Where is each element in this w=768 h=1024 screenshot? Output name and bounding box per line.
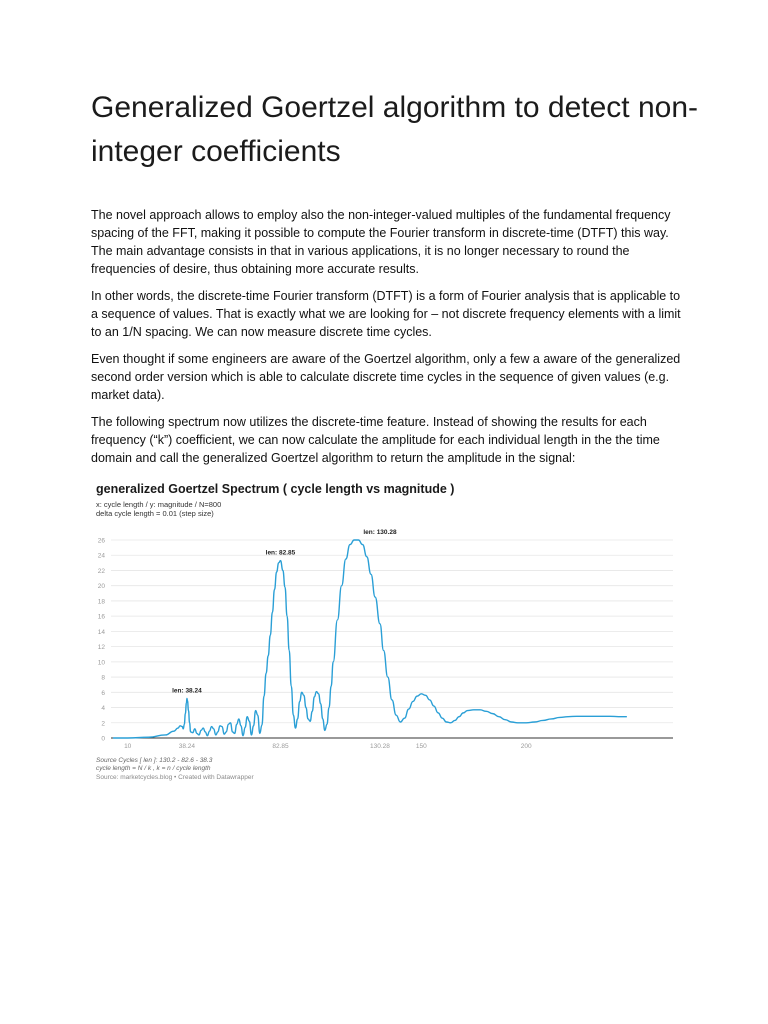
y-tick-label: 2 <box>101 720 105 728</box>
spectrum-chart <box>89 476 681 794</box>
y-tick-label: 0 <box>101 735 105 743</box>
y-tick-label: 24 <box>97 552 105 560</box>
chart-subtitle: delta cycle length = 0.01 (step size) <box>96 509 214 518</box>
y-tick-label: 20 <box>97 583 105 591</box>
x-tick-label: 82.85 <box>272 743 289 750</box>
chart-title: generalized Goertzel Spectrum ( cycle length vs magnitude ) <box>96 482 455 496</box>
y-tick-label: 10 <box>97 659 105 667</box>
y-tick-label: 14 <box>97 628 105 636</box>
y-tick-label: 18 <box>97 598 105 606</box>
peak-label: len: 130.28 <box>363 529 397 536</box>
paragraph: The novel approach allows to employ also the non-integer-valued multiples of the fundamental frequency spacing of the FFT, making it possible to compute the Fourier transform in discrete-time (DTFT) this way. The main advantage consists in that in various applications, it is no longer necessary to round the frequencies of desire, thus obtaining more accurate results. <box>91 208 671 276</box>
document-body <box>91 206 683 476</box>
x-tick-label: 150 <box>415 743 427 750</box>
paragraph: Even thought if some engineers are aware of the Goertzel algorithm, only a few a aware of the generalized second order version which is able to calculate discrete time cycles in the sequence of given values (e.g. market data). <box>91 352 681 402</box>
document-title: Generalized Goertzel algorithm to detect non-integer coefficients <box>91 91 698 168</box>
paragraph: The following spectrum now utilizes the discrete-time feature. Instead of showing the results for each frequency (“k”) coefficient, we can now calculate the amplitude for each individual length in the the time domain and call the generalized Goertzel algorithm to return the amplitude in the signal: <box>91 415 660 465</box>
y-axis-ticks <box>98 538 106 743</box>
peak-label: len: 38.24 <box>172 687 202 695</box>
y-tick-label: 22 <box>97 567 105 575</box>
series-line-path <box>113 540 627 738</box>
chart-note: cycle length = N / k , k = n / cycle length <box>96 765 211 772</box>
y-tick-label: 8 <box>101 674 105 682</box>
peak-label: len: 82.85 <box>265 549 296 557</box>
chart-note: Source Cycles [ len ]: 130.2 - 82.6 - 38.3 <box>96 757 213 764</box>
paragraph: In other words, the discrete-time Fourier transform (DTFT) is a form of Fourier analysis that is applicable to a sequence of values. That is exactly what we are looking for – not discrete frequency elements with a limit to an 1/N spacing. We can now measure discrete time cycles. <box>91 289 681 339</box>
chart-subtitle: x: cycle length / y: magnitude / N=800 <box>96 500 222 509</box>
chart-grid <box>111 540 673 738</box>
x-tick-label: 10 <box>124 743 132 750</box>
x-tick-label: 38.24 <box>178 743 196 750</box>
y-tick-label: 4 <box>101 705 105 713</box>
y-tick-label: 26 <box>97 537 105 545</box>
x-axis-ticks <box>124 743 532 750</box>
chart-annotations <box>172 529 397 694</box>
chart-credit: Source: marketcycles.blog • Created with Datawrapper <box>96 774 254 781</box>
series-line <box>113 540 627 738</box>
spectrum-figure <box>89 476 681 794</box>
y-tick-label: 16 <box>97 613 105 621</box>
y-tick-label: 6 <box>101 689 105 697</box>
x-tick-label: 200 <box>520 743 532 750</box>
y-tick-label: 12 <box>97 644 105 652</box>
x-tick-label: 130.28 <box>370 743 390 750</box>
